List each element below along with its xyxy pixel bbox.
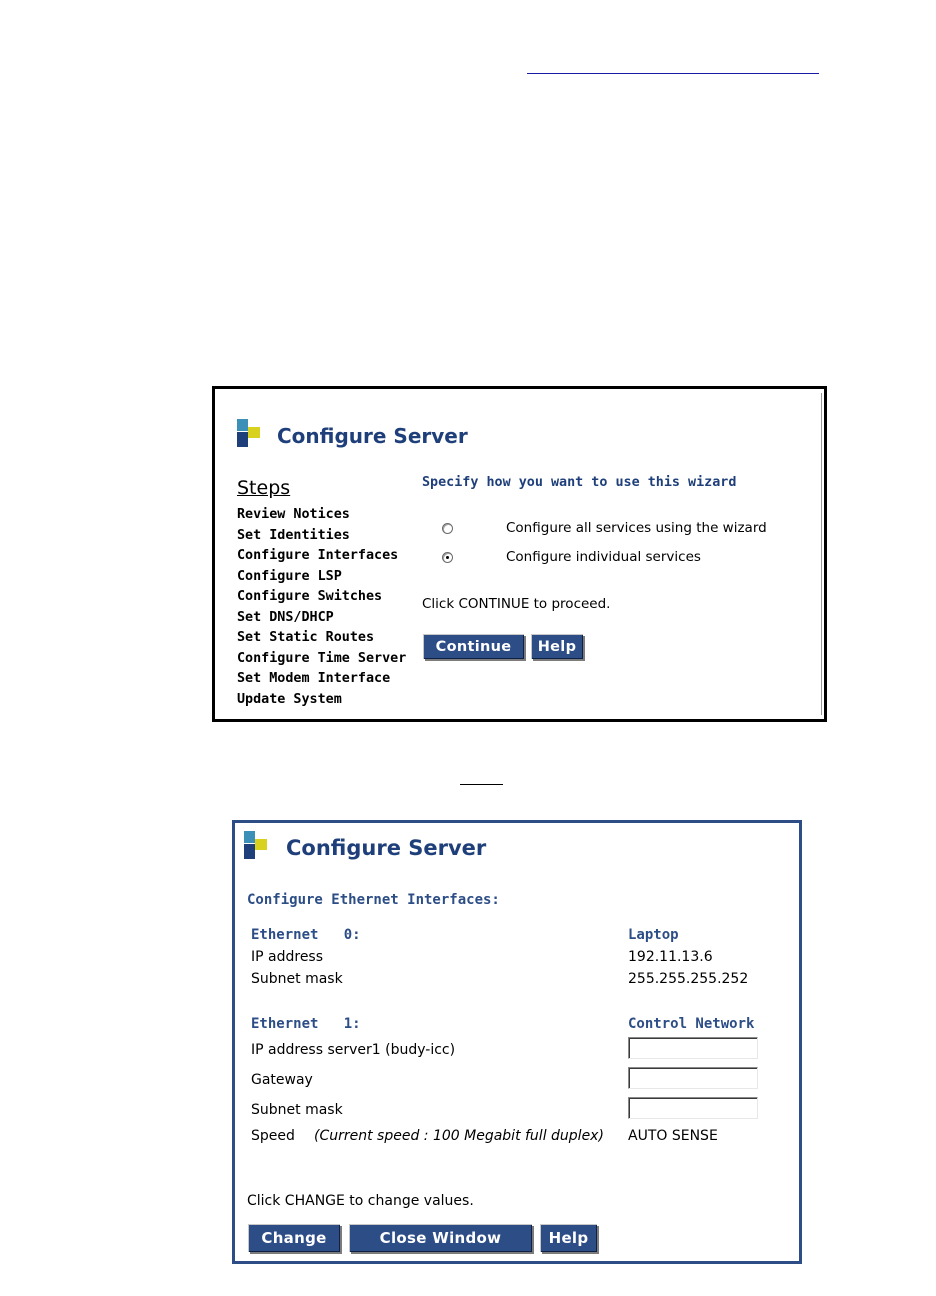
step-item: Set Identities	[237, 527, 350, 543]
eth0-right-heading: Laptop	[628, 927, 679, 943]
eth1-heading: Ethernet 1:	[251, 1016, 361, 1032]
speed-note: (Current speed : 100 Megabit full duplex)	[314, 1128, 604, 1144]
speed-label: Speed	[251, 1128, 295, 1144]
ethernet-screenshot	[232, 820, 802, 1264]
section-title: Configure Ethernet Interfaces:	[247, 892, 500, 908]
eth0-mask-label: Subnet mask	[251, 971, 343, 987]
steps-heading: Steps	[237, 477, 291, 499]
radio-individual-services[interactable]	[442, 552, 453, 563]
step-item: Configure LSP	[237, 568, 342, 584]
eth0-heading: Ethernet 0:	[251, 927, 361, 943]
steps-list	[237, 505, 406, 710]
step-item: Set Modem Interface	[237, 671, 391, 686]
ip-address-input[interactable]	[628, 1037, 758, 1059]
radio-all-services-label: Configure all services using the wizard	[506, 520, 767, 536]
link-underline	[527, 73, 819, 74]
eth0-ip-value: 192.11.13.6	[628, 949, 713, 965]
page-title: Configure Server	[286, 836, 487, 860]
step-item: Review Notices	[237, 507, 350, 522]
step-item: Update System	[237, 691, 342, 707]
subnet-mask-label: Subnet mask	[251, 1102, 343, 1118]
logo-icon	[244, 831, 270, 861]
eth1-ip-label: IP address server1 (budy-icc)	[251, 1042, 456, 1058]
close-window-button[interactable]: Close Window	[349, 1224, 532, 1252]
figure-underline	[460, 784, 503, 785]
page-title: Configure Server	[277, 424, 468, 448]
radio-all-services[interactable]	[442, 523, 453, 534]
instruction-text: Click CONTINUE to proceed.	[422, 596, 611, 612]
instruction-text: Click CHANGE to change values.	[247, 1193, 474, 1209]
gateway-label: Gateway	[251, 1072, 313, 1088]
step-item: Configure Switches	[237, 589, 383, 604]
wizard-prompt: Specify how you want to use this wizard	[422, 475, 737, 490]
step-item: Configure Time Server	[237, 650, 407, 666]
window-edge	[821, 393, 822, 715]
help-button[interactable]: Help	[531, 634, 583, 659]
wizard-screenshot	[212, 386, 827, 722]
step-item: Set DNS/DHCP	[237, 609, 334, 625]
continue-button[interactable]: Continue	[423, 634, 524, 659]
eth0-ip-label: IP address	[251, 949, 324, 965]
logo-icon	[237, 419, 263, 449]
speed-value: AUTO SENSE	[628, 1128, 718, 1144]
subnet-mask-input[interactable]	[628, 1097, 758, 1119]
eth1-right-heading: Control Network	[628, 1016, 755, 1032]
gateway-input[interactable]	[628, 1067, 758, 1089]
step-item: Set Static Routes	[237, 630, 375, 645]
radio-individual-services-label: Configure individual services	[506, 549, 701, 565]
eth0-mask-value: 255.255.255.252	[628, 971, 749, 987]
help-button[interactable]: Help	[540, 1224, 597, 1252]
change-button[interactable]: Change	[248, 1224, 340, 1252]
step-item: Configure Interfaces	[237, 548, 399, 563]
